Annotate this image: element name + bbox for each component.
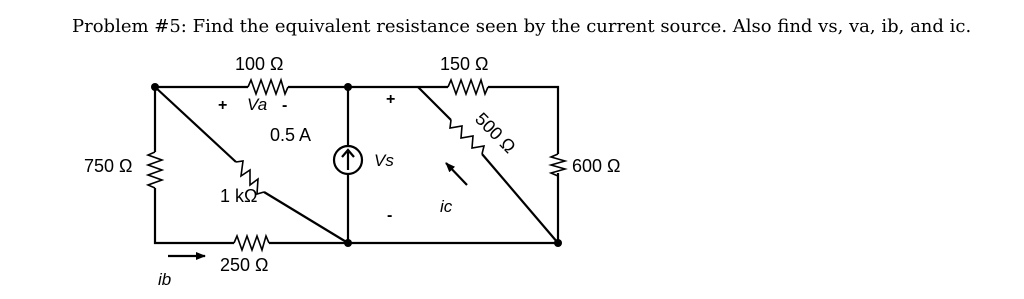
resistor-100-ohm: [248, 80, 288, 94]
node-top-mid: [344, 83, 352, 91]
label-250-ohm: 250 Ω: [220, 255, 269, 275]
resistor-250-ohm: [234, 236, 269, 250]
vs-plus: +: [386, 91, 396, 108]
label-600-ohm: 600 Ω: [572, 156, 621, 176]
label-100-ohm: 100 Ω: [235, 54, 284, 74]
resistor-600-ohm: [551, 154, 565, 176]
label-source-current: 0.5 A: [270, 125, 312, 145]
label-1k-ohm: 1 kΩ: [220, 186, 258, 206]
vs-minus: -: [387, 207, 393, 224]
label-ib: ib: [158, 270, 172, 289]
va-plus: +: [218, 97, 228, 114]
node-bottom-right: [554, 239, 562, 247]
problem-statement: Problem #5: Find the equivalent resistance seen by the current source. Also find vs, va, ib, and ic.: [72, 16, 972, 37]
resistor-750-ohm: [148, 152, 162, 188]
label-150-ohm: 150 Ω: [440, 54, 489, 74]
label-500-ohm: 500 Ω: [471, 108, 520, 158]
label-vs: Vs: [374, 151, 394, 170]
label-750-ohm: 750 Ω: [84, 156, 133, 176]
resistor-150-ohm: [448, 80, 488, 94]
label-ic: ic: [440, 197, 453, 216]
wire-diag-500-upper: [418, 87, 451, 120]
current-source-arrow-icon: [342, 150, 354, 170]
node-top-left: [151, 83, 159, 91]
wire-diag-500-lower: [482, 154, 558, 243]
wire-diag-1k-lower: [264, 192, 348, 243]
ic-arrow-icon: [446, 163, 467, 185]
va-minus: -: [282, 97, 288, 114]
label-va: Va: [247, 95, 268, 114]
node-bottom-mid: [344, 239, 352, 247]
